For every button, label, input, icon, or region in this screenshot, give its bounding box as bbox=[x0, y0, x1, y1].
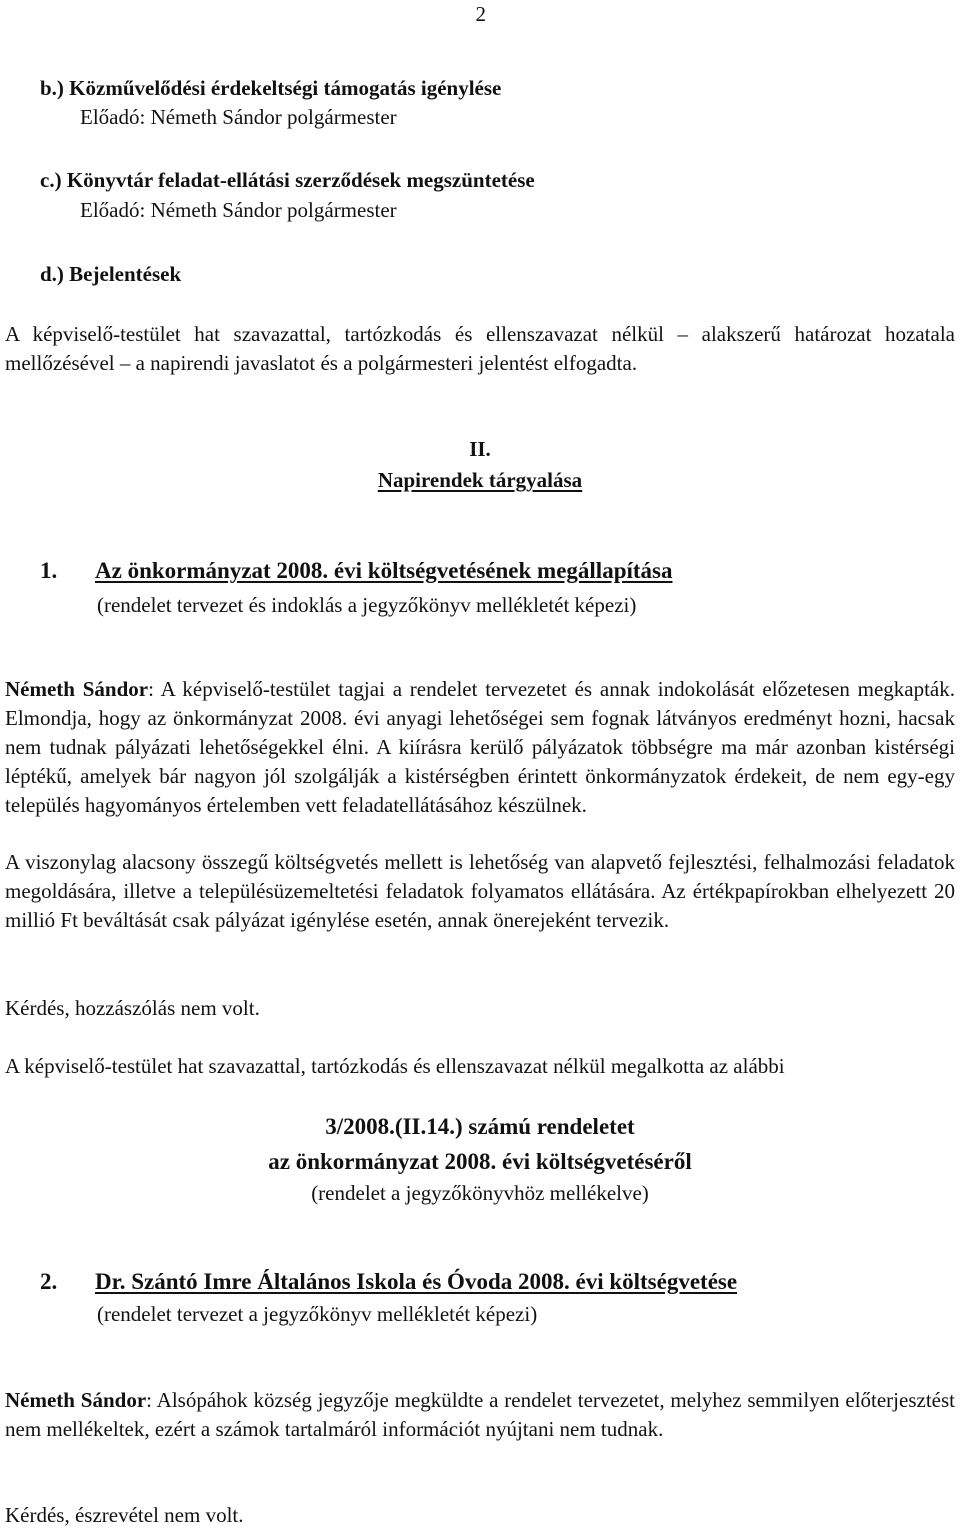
item1-title: Az önkormányzat 2008. évi költségvetésének megállapítása bbox=[95, 558, 673, 583]
item2-note: (rendelet tervezet a jegyzőkönyv mellékletét képezi) bbox=[97, 1302, 538, 1326]
agenda-item-b-presenter: Előadó: Németh Sándor polgármester bbox=[80, 105, 397, 129]
item2-number: 2. bbox=[40, 1269, 58, 1294]
decree-number: 3/2008.(II.14.) számú rendeletet bbox=[325, 1114, 635, 1139]
agenda-item-c-title: c.) Könyvtár feladat-ellátási szerződések megszüntetése bbox=[40, 168, 535, 192]
item1-speech-text: : A képviselő-testület tagjai a rendelet tervezetet és annak indokolását előzetesen megkapták. Elmondja, hogy az önkormányzat 2008. évi anyagi lehetőségei sem fognak látványos eredményt hozni, hacsak nem tudnak pályázati lehetőségekkel élni. A kiírásra kerülő pályázatok többségre ma már azonban kistérségi léptékű, amelyek bár nagyon jól szolgálják a kistérségben érintett önkormányzatok érdekeit, de nem egy-egy település hagyományos értelemben vett feladatellátásához készülnek. bbox=[5, 677, 955, 817]
item2-questions: Kérdés, észrevétel nem volt. bbox=[5, 1503, 244, 1527]
item2-speech-paragraph bbox=[5, 1386, 955, 1444]
item1-note: (rendelet tervezet és indoklás a jegyzőkönyv mellékletét képezi) bbox=[97, 593, 637, 617]
intro-paragraph: A képviselő-testület hat szavazattal, tartózkodás és ellenszavazat nélkül – alakszerű határozat hozatala mellőzésével – a napirendi javaslatot és a polgármesteri jelentést elfogadta. bbox=[5, 322, 955, 375]
item1-vote: A képviselő-testület hat szavazattal, tartózkodás és ellenszavazat nélkül megalkotta az alábbi bbox=[5, 1054, 785, 1078]
page-number: 2 bbox=[475, 2, 486, 26]
agenda-item-b-title: b.) Közművelődési érdekeltségi támogatás igénylése bbox=[40, 76, 502, 100]
item2-speech-text: : Alsópáhok község jegyzője megküldte a rendelet tervezetet, melyhez semmilyen előterjesztést nem mellékeltek, ezért a számok tartalmáról információt nyújtani nem tudnak. bbox=[5, 1388, 955, 1441]
section-roman-number: II. bbox=[469, 437, 491, 461]
agenda-item-c-presenter: Előadó: Németh Sándor polgármester bbox=[80, 198, 397, 222]
item2-title: Dr. Szántó Imre Általános Iskola és Óvoda 2008. évi költségvetése bbox=[95, 1269, 738, 1294]
agenda-item-d-title: d.) Bejelentések bbox=[40, 262, 182, 286]
item1-speech-paragraph-1 bbox=[5, 675, 955, 820]
item1-questions: Kérdés, hozzászólás nem volt. bbox=[5, 996, 260, 1020]
item1-number: 1. bbox=[40, 558, 58, 583]
item1-speaker: Németh Sándor bbox=[5, 677, 149, 701]
decree-title: az önkormányzat 2008. évi költségvetéséről bbox=[268, 1149, 692, 1174]
decree-note: (rendelet a jegyzőkönyvhöz mellékelve) bbox=[311, 1181, 649, 1205]
item2-speaker: Németh Sándor bbox=[5, 1388, 147, 1412]
item1-speech-paragraph-2: A viszonylag alacsony összegű költségvetés mellett is lehetőség van alapvető fejlesztési, felhalmozási feladatok megoldására, illetve a településüzemeltetési feladatok folyamatos ellátására. Az értékpapírokban elhelyezett 20 millió Ft beváltását csak pályázat igénylése esetén, annak önerejeként tervezik. bbox=[5, 850, 955, 932]
section-title: Napirendek tárgyalása bbox=[377, 468, 583, 492]
